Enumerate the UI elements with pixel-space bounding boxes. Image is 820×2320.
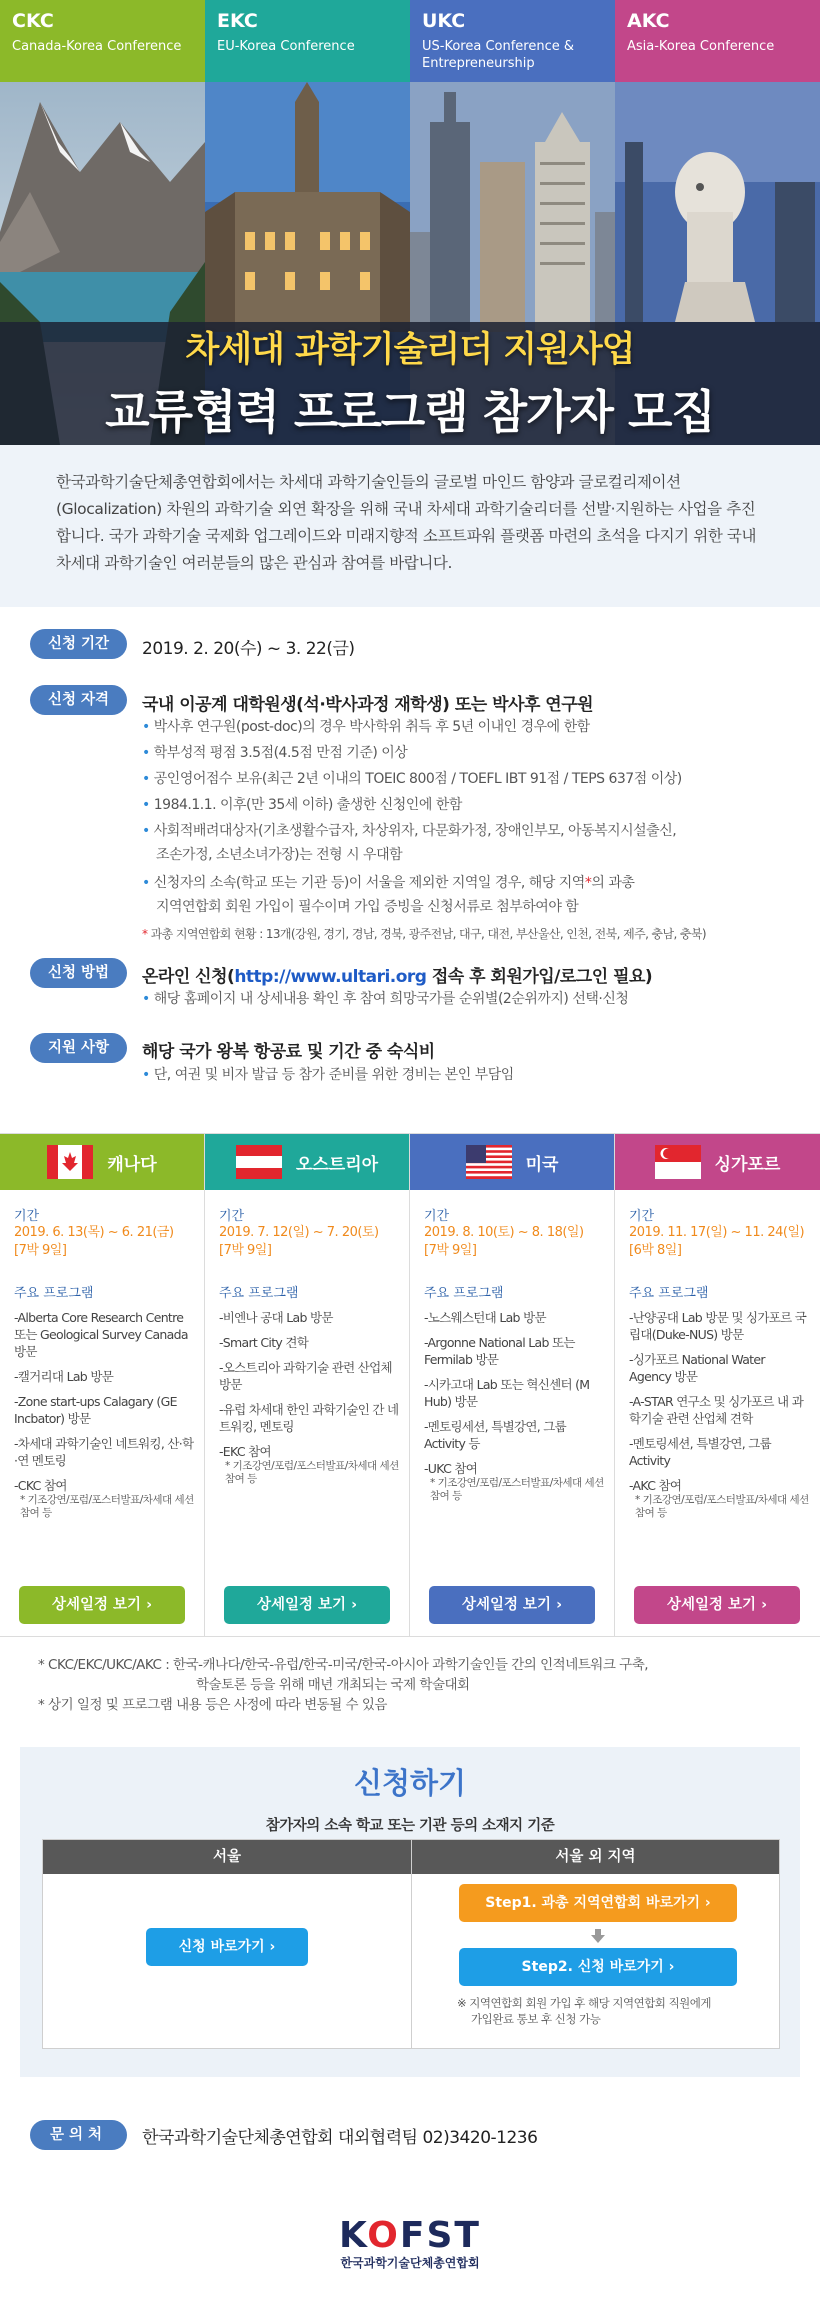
arrow-down-icon	[591, 1928, 605, 1942]
singapore-small: * 기조강연/포럼/포스터발표/차세대 세션 참여 등	[635, 1494, 809, 1519]
usa-item-1: -노스웨스턴대 Lab 방문	[424, 1310, 546, 1325]
usa-header	[410, 1134, 614, 1190]
canada-name: 캐나다	[107, 1154, 157, 1175]
apply-col-other: 서울 외 지역	[412, 1840, 779, 1874]
canada-period-label: 기간	[14, 1209, 40, 1224]
seoul-apply-button[interactable]: 신청 바로가기 ›	[146, 1928, 308, 1966]
singapore-prog-label: 주요 프로그램	[629, 1286, 709, 1301]
country-singapore	[615, 1134, 820, 1636]
footnote-1-cont: 학술토론 등을 위해 매년 개최되는 국제 학술대회	[196, 1677, 470, 1693]
canada-flag-icon	[47, 1145, 93, 1179]
qual-bullet-4: • 1984.1.1. 이후(만 35세 이하) 출생한 신청인에 한함	[142, 797, 462, 813]
singapore-item-4: -멘토링세션, 특별강연, 그룹 Activity	[629, 1436, 772, 1468]
country-usa	[410, 1134, 615, 1636]
country-columns	[0, 1133, 820, 1637]
intro-section	[0, 445, 820, 607]
qual-label: 신청 자격	[30, 685, 127, 715]
canada-nights: [7박 9일]	[14, 1243, 67, 1258]
austria-period-label: 기간	[219, 1209, 245, 1224]
canada-item-5: -CKC 참여	[14, 1478, 67, 1493]
footnote-2: * 상기 일정 및 프로그램 내용 등은 사정에 따라 변동될 수 있음	[38, 1697, 387, 1713]
austria-item-5: -EKC 참여	[219, 1444, 271, 1459]
ekc-sub: EU-Korea Conference	[217, 39, 355, 54]
canada-item-2: -캘거리대 Lab 방문	[14, 1369, 114, 1384]
austria-header	[205, 1134, 409, 1190]
period-value: 2019. 2. 20(수) ~ 3. 22(금)	[142, 639, 355, 659]
usa-item-2: -Argonne National Lab 또는 Fermilab 방문	[424, 1335, 575, 1367]
usa-item-4: -멘토링세션, 특별강연, 그룹 Activity 등	[424, 1419, 567, 1451]
singapore-date: 2019. 11. 17(일) ~ 11. 24(일)	[629, 1225, 805, 1240]
kofst-logo	[0, 2215, 820, 2271]
qual-bullet-1: • 박사후 연구원(post-doc)의 경우 박사학위 취득 후 5년 이내인 경우에 한함	[142, 719, 590, 735]
canada-item-4: -차세대 과학기술인 네트워킹, 산·학·연 멘토링	[14, 1436, 194, 1468]
qual-bullet-5: • 사회적배려대상자(기초생활수급자, 차상위자, 다문화가정, 장애인부모, 아동복지시설출신,	[142, 823, 677, 839]
apply-note: ※ 지역연합회 회원 가입 후 해당 지역연합회 직원에게 가입완료 통보 후 신청 가능	[457, 1996, 712, 2026]
contact-text: 한국과학기술단체총연합회 대외협력팀 02)3420-1236	[142, 2128, 538, 2148]
austria-nights: [7박 9일]	[219, 1243, 272, 1258]
singapore-nights: [6박 8일]	[629, 1243, 682, 1258]
austria-prog-label: 주요 프로그램	[219, 1286, 299, 1301]
hero-title-line1: 차세대 과학기술리더 지원사업	[185, 330, 635, 370]
qual-main: 국내 이공계 대학원생(석·박사과정 재학생) 또는 박사후 연구원	[142, 695, 594, 715]
akc-code: AKC	[627, 10, 670, 32]
canada-small: * 기조강연/포럼/포스터발표/차세대 세션 참여 등	[20, 1494, 194, 1519]
ultari-link[interactable]: http://www.ultari.org	[234, 967, 427, 987]
apply-section	[20, 1747, 800, 2077]
canada-header	[0, 1134, 204, 1190]
singapore-flag-icon	[655, 1145, 701, 1179]
qual-bullet-5-cont: 조손가정, 소년소녀가장)는 전형 시 우대함	[156, 847, 403, 863]
singapore-period-label: 기간	[629, 1209, 655, 1224]
usa-period-label: 기간	[424, 1209, 450, 1224]
austria-item-3: -오스트리아 과학기술 관련 산업체 방문	[219, 1360, 392, 1392]
austria-item-2: -Smart City 견학	[219, 1335, 309, 1350]
contact-section	[0, 2077, 820, 2197]
kofst-logo-mark: KOFST	[339, 2215, 481, 2256]
canada-item-1: -Alberta Core Research Centre 또는 Geological Survey Canada 방문	[14, 1310, 188, 1359]
qual-bullet-2: • 학부성적 평점 3.5점(4.5점 만점 기준) 이상	[142, 745, 408, 761]
usa-nights: [7박 9일]	[424, 1243, 477, 1258]
singapore-item-3: -A-STAR 연구소 및 싱가포르 내 과학기술 관련 산업체 견학	[629, 1394, 804, 1426]
usa-small: * 기조강연/포럼/포스터발표/차세대 세션 참여 등	[430, 1477, 604, 1502]
country-austria	[205, 1134, 410, 1636]
singapore-header	[615, 1134, 820, 1190]
qual-bullet-6: • 신청자의 소속(학교 또는 기관 등)이 서울을 제외한 지역일 경우, 해당 지역*의 과총	[142, 875, 635, 891]
austria-item-4: -유럽 차세대 한인 과학기술인 간 네트워킹, 멘토링	[219, 1402, 399, 1434]
singapore-detail-button[interactable]: 상세일정 보기 ›	[634, 1586, 800, 1624]
akc-tab[interactable]	[615, 0, 820, 82]
austria-flag-icon	[236, 1145, 282, 1179]
period-label: 신청 기간	[30, 629, 127, 659]
ukc-sub: US-Korea Conference & Entrepreneurship	[422, 39, 575, 71]
qual-bullet-3: • 공인영어점수 보유(최근 2년 이내의 TOEIC 800점 / TOEFL IBT 91점 / TEPS 637점 이상)	[142, 771, 682, 787]
step2-button[interactable]: Step2. 신청 바로가기 ›	[459, 1948, 737, 1986]
canada-item-3: -Zone start-ups Calagary (GE Incbator) 방문	[14, 1394, 177, 1426]
footnote-1: * CKC/EKC/UKC/AKC : 한국-캐나다/한국-유럽/한국-미국/한국-아시아 과학기술인들 간의 인적네트워크 구축,	[38, 1657, 649, 1673]
support-main: 해당 국가 왕복 항공료 및 기간 중 숙식비	[142, 1042, 435, 1062]
canada-date: 2019. 6. 13(목) ~ 6. 21(금)	[14, 1225, 174, 1240]
intro-text: 한국과학기술단체총연합회에서는 차세대 과학기술인들의 글로벌 마인드 함양과 글로컬리제이션 (Glocalization) 차원의 과학기술 외연 확장을 위해 국내 차세대 과학기술리더를 선발·지원하는 사업을 추진합니다. 국가 과학기술 국제화 업그레이드와 미래지향적 소프트파워 플랫폼 마련의 초석을 다지기 위한 국내 차세대 과학기술인 여러분들의 많은 관심과 참여를 바랍니다.	[56, 473, 757, 572]
usa-prog-label: 주요 프로그램	[424, 1286, 504, 1301]
qual-bullet-6-cont: 지역연합회 회원 가입이 필수이며 가입 증빙을 신청서류로 첨부하여야 함	[156, 899, 579, 915]
method-bullet: • 해당 홈페이지 내 상세내용 확인 후 참여 희망국가를 순위별(2순위까지) 선택·신청	[142, 991, 629, 1007]
ckc-code: CKC	[12, 10, 54, 32]
usa-flag-icon	[466, 1145, 512, 1179]
singapore-item-5: -AKC 참여	[629, 1478, 682, 1493]
austria-item-1: -비엔나 공대 Lab 방문	[219, 1310, 333, 1325]
usa-date: 2019. 8. 10(토) ~ 8. 18(일)	[424, 1225, 584, 1240]
apply-table	[42, 1839, 780, 2049]
ckc-tab[interactable]	[0, 0, 205, 82]
usa-item-3: -시카고대 Lab 또는 혁신센터 (M Hub) 방문	[424, 1377, 590, 1409]
canada-detail-button[interactable]: 상세일정 보기 ›	[19, 1586, 185, 1624]
ekc-code: EKC	[217, 10, 258, 32]
ukc-code: UKC	[422, 10, 466, 32]
austria-small: * 기조강연/포럼/포스터발표/차세대 세션 참여 등	[225, 1460, 399, 1485]
apply-title: 신청하기	[353, 1766, 467, 1800]
austria-detail-button[interactable]: 상세일정 보기 ›	[224, 1586, 390, 1624]
usa-detail-button[interactable]: 상세일정 보기 ›	[429, 1586, 595, 1624]
apply-col-seoul: 서울	[43, 1840, 411, 1874]
ckc-sub: Canada-Korea Conference	[12, 39, 182, 54]
ekc-tab[interactable]	[205, 0, 410, 82]
contact-label: 문의처	[30, 2120, 127, 2150]
hero-banner	[0, 0, 820, 445]
step1-button[interactable]: Step1. 과총 지역연합회 바로가기 ›	[459, 1884, 737, 1922]
apply-divider	[411, 1840, 412, 2048]
info-section	[0, 607, 820, 1133]
support-label: 지원 사항	[30, 1033, 127, 1063]
singapore-name: 싱가포르	[714, 1154, 781, 1175]
usa-name: 미국	[525, 1154, 559, 1175]
austria-date: 2019. 7. 12(일) ~ 7. 20(토)	[219, 1225, 379, 1240]
singapore-item-2: -싱가포르 National Water Agency 방문	[629, 1352, 765, 1384]
akc-sub: Asia-Korea Conference	[627, 39, 775, 54]
singapore-item-1: -난양공대 Lab 방문 및 싱가포르 국립대(Duke-NUS) 방문	[629, 1310, 807, 1342]
usa-item-5: -UKC 참여	[424, 1461, 478, 1476]
kofst-logo-name: 한국과학기술단체총연합회	[340, 2256, 480, 2270]
support-bullet: • 단, 여권 및 비자 발급 등 참가 준비를 위한 경비는 본인 부담임	[142, 1067, 514, 1083]
country-canada	[0, 1134, 205, 1636]
method-label: 신청 방법	[30, 958, 127, 988]
ukc-tab[interactable]	[410, 0, 615, 82]
hero-title-line2: 교류협력 프로그램 참가자 모집	[105, 385, 715, 439]
qual-note: * 과총 지역연합회 현황 : 13개(강원, 경기, 경남, 경북, 광주전남, 대구, 대전, 부산울산, 인천, 전북, 제주, 충남, 충북)	[142, 927, 706, 941]
hero-title	[0, 322, 820, 442]
austria-name: 오스트리아	[295, 1154, 379, 1175]
method-main: 온라인 신청(http://www.ultari.org 접속 후 회원가입/로그인 필요)	[142, 967, 653, 987]
footnotes	[0, 1637, 820, 1747]
canada-prog-label: 주요 프로그램	[14, 1286, 94, 1301]
apply-criteria: 참가자의 소속 학교 또는 기관 등의 소재지 기준	[265, 1818, 555, 1834]
